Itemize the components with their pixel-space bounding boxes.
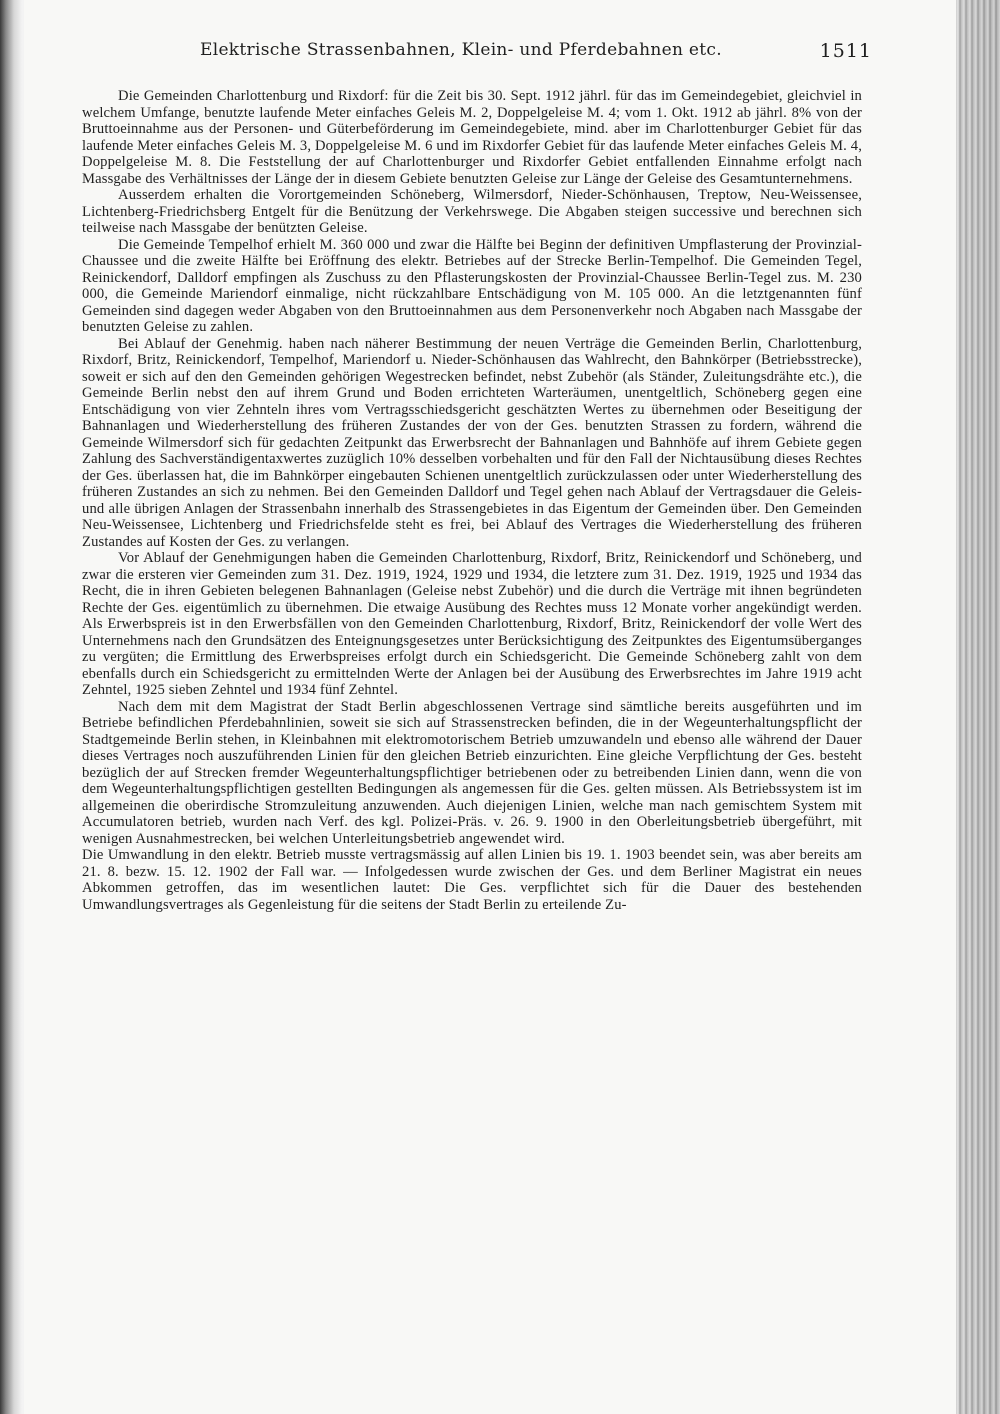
paragraph: Die Gemeinden Charlottenburg und Rixdorf: für die Zeit bis 30. Sept. 1912 jährl. für das im Gemeindegebiet, gleichviel in welchem Umfange, benutzte laufende Meter einfaches Geleis M. 2, Doppelgeleise M. 4; vom 1. Okt. 1912 ab jährl. 8% von der Bruttoeinnahme aus der Personen- und Güterbeförderung im Gemeindegebiete, mind. aber im Charlottenburger Gebiet für das laufende Meter einfaches Geleis M. 3, Doppelgeleise M. 6 und im Rixdorfer Gebiet für das laufende Meter einfaches Geleis M. 4, Doppelgeleise M. 8. Die Feststellung der auf Charlottenburger und Rixdorfer Gebiet entfallenden Einnahme erfolgt nach Massgabe des Verhältnisses der Länge der in diesem Gebiete benutzten Geleise zur Länge der Geleise des Gesamtunternehmens.	[82, 88, 862, 187]
page-edge-shadow	[956, 0, 1000, 1414]
page-header	[200, 40, 872, 66]
paragraph: Ausserdem erhalten die Vorortgemeinden Schöneberg, Wilmersdorf, Nieder-Schönhausen, Treptow, Neu-Weissensee, Lichtenberg-Friedrichsberg Entgelt für die Benützung der Verkehrswege. Die Abgaben steigen successive und berechnen sich teilweise nach Massgabe der benützten Geleise.	[82, 187, 862, 236]
running-title: Elektrische Strassenbahnen, Klein- und Pferdebahnen etc.	[200, 40, 722, 60]
body-text	[82, 88, 862, 913]
paragraph: Die Gemeinde Tempelhof erhielt M. 360 000 und zwar die Hälfte bei Beginn der definitiven Umpflasterung der Provinzial-Chaussee und die zweite Hälfte bei Eröffnung des elektr. Betriebes auf der Strecke Berlin-Tempelhof. Die Gemeinden Tegel, Reinickendorf, Dalldorf empfingen als Zuschuss zu den Pflasterungskosten der Provinzial-Chaussee Berlin-Tegel zus. M. 230 000, die Gemeinde Mariendorf einmalige, nicht rückzahlbare Entschädigung von M. 105 000. An die letztgenannten fünf Gemeinden sind dagegen weder Abgaben von den Bruttoeinnahmen aus dem Personenverkehr noch Abgaben nach Massgabe der benutzten Geleise zu zahlen.	[82, 236, 862, 335]
paragraph: Bei Ablauf der Genehmig. haben nach näherer Bestimmung der neuen Verträge die Gemeinden Berlin, Charlottenburg, Rixdorf, Britz, Reinickendorf, Tempelhof, Mariendorf u. Nieder-Schönhausen das Wahlrecht, den Bahnkörper (Betriebsstrecke), soweit er sich auf den den Gemeinden gehörigen Wegestrecken befindet, nebst Zubehör (als Ständer, Zuleitungsdrähte etc.), die Gemeinde Berlin nebst den auf ihrem Grund und Boden errichteten Warteräumen, unentgeltlich, Schöneberg gegen eine Entschädigung von vier Zehnteln ihres vom Vertragsschiedsgericht geschätzten Wertes zu übernehmen oder Beseitigung der Bahnanlagen und Wiederherstellung des früheren Zustandes der von der Ges. benutzten Strassen zu fordern, während die Gemeinde Wilmersdorf sich für gedachten Zeitpunkt das Erwerbsrecht der Bahnanlagen und Bahnhöfe auf ihrem Gebiete gegen Zahlung des Sachverständigentaxwertes zuzüglich 10% desselben vorbehalten und für den Fall der Nichtausübung dieses Rechtes der Ges. überlassen hat, die im Bahnkörper eingebauten Schienen unentgeltlich zurückzulassen oder unter Wiederherstellung des früheren Zustandes an sich zu nehmen. Bei den Gemeinden Dalldorf und Tegel gehen nach Ablauf der Vertragsdauer die Geleis- und alle übrigen Anlagen der Strassenbahn innerhalb des Strassengebietes in das Eigentum der Gemeinden über. Den Gemeinden Neu-Weissensee, Lichtenberg und Friedrichsfelde steht es frei, bei Ablauf des Vertrages die Wiederherstellung des früheren Zustandes auf Kosten der Ges. zu verlangen.	[82, 335, 862, 550]
paragraph: Vor Ablauf der Genehmigungen haben die Gemeinden Charlottenburg, Rixdorf, Britz, Reinickendorf und Schöneberg, und zwar die ersteren vier Gemeinden zum 31. Dez. 1919, 1924, 1929 und 1934, die letztere zum 31. Dez. 1919, 1925 und 1934 das Recht, die in ihren Gebieten belegenen Bahnanlagen (Geleise nebst Zubehör) und die durch die Verträge mit ihnen begründeten Rechte der Ges. eigentümlich zu übernehmen. Die etwaige Ausübung des Rechtes muss 12 Monate vorher angekündigt werden. Als Erwerbspreis ist in den Erwerbsfällen von den Gemeinden Charlottenburg, Rixdorf, Britz, Reinickendorf der volle Wert des Unternehmens nach den Grundsätzen des Enteignungsgesetzes unter Berücksichtigung des Zeitpunktes des Eigentumsüberganges zu vergüten; die Ermittlung des Erwerbspreises erfolgt durch ein Schiedsgericht. Die Gemeinde Schöneberg zahlt von dem ebenfalls durch ein Schiedsgericht zu ermittelnden Werte der Anlagen bei der Ausübung des Erwerbsrechtes im Jahre 1919 acht Zehntel, 1925 sieben Zehntel und 1934 fünf Zehntel.	[82, 550, 862, 698]
paragraph: Die Umwandlung in den elektr. Betrieb musste vertragsmässig auf allen Linien bis 19. 1. 1903 beendet sein, was aber bereits am 21. 8. bezw. 15. 12. 1902 der Fall war. — Infolgedessen wurde zwischen der Ges. und dem Berliner Magistrat ein neues Abkommen getroffen, das im wesentlichen lautet: Die Ges. verpflichtet sich für die Dauer des bestehenden Umwandlungsvertrages als Gegenleistung für die seitens der Stadt Berlin zu erteilende Zu-	[82, 847, 862, 913]
paragraph: Nach dem mit dem Magistrat der Stadt Berlin abgeschlossenen Vertrage sind sämtliche bereits ausgeführten und im Betriebe befindlichen Pferdebahnlinien, soweit sie sich auf Strassenstrecken befinden, die in der Wegeunterhaltungspflicht der Stadtgemeinde Berlin stehen, in Kleinbahnen mit elektromotorischem Betrieb umzuwandeln und ebenso alle während der Dauer dieses Vertrages noch auszuführenden Linien für den gleichen Betrieb einzurichten. Eine gleiche Verpflichtung der Ges. besteht bezüglich der auf Strecken fremder Wegeunterhaltungspflichtiger betriebenen oder zu betreibenden Linien dann, wenn die von dem Wegeunterhaltungspflichtigen gestellten Bedingungen als angemessen für die Ges. gelten müssen. Als Betriebssystem ist im allgemeinen die oberirdische Stromzuleitung anzuwenden. Auch diejenigen Linien, welche man nach gemischtem System mit Accumulatoren betrieb, wurden nach Verf. des kgl. Polizei-Präs. v. 26. 9. 1900 in den Oberleitungsbetrieb übergeführt, mit wenigen Ausnahmestrecken, bei welchen Unterleitungsbetrieb angewendet wird.	[82, 698, 862, 847]
page-number: 1511	[819, 40, 872, 62]
